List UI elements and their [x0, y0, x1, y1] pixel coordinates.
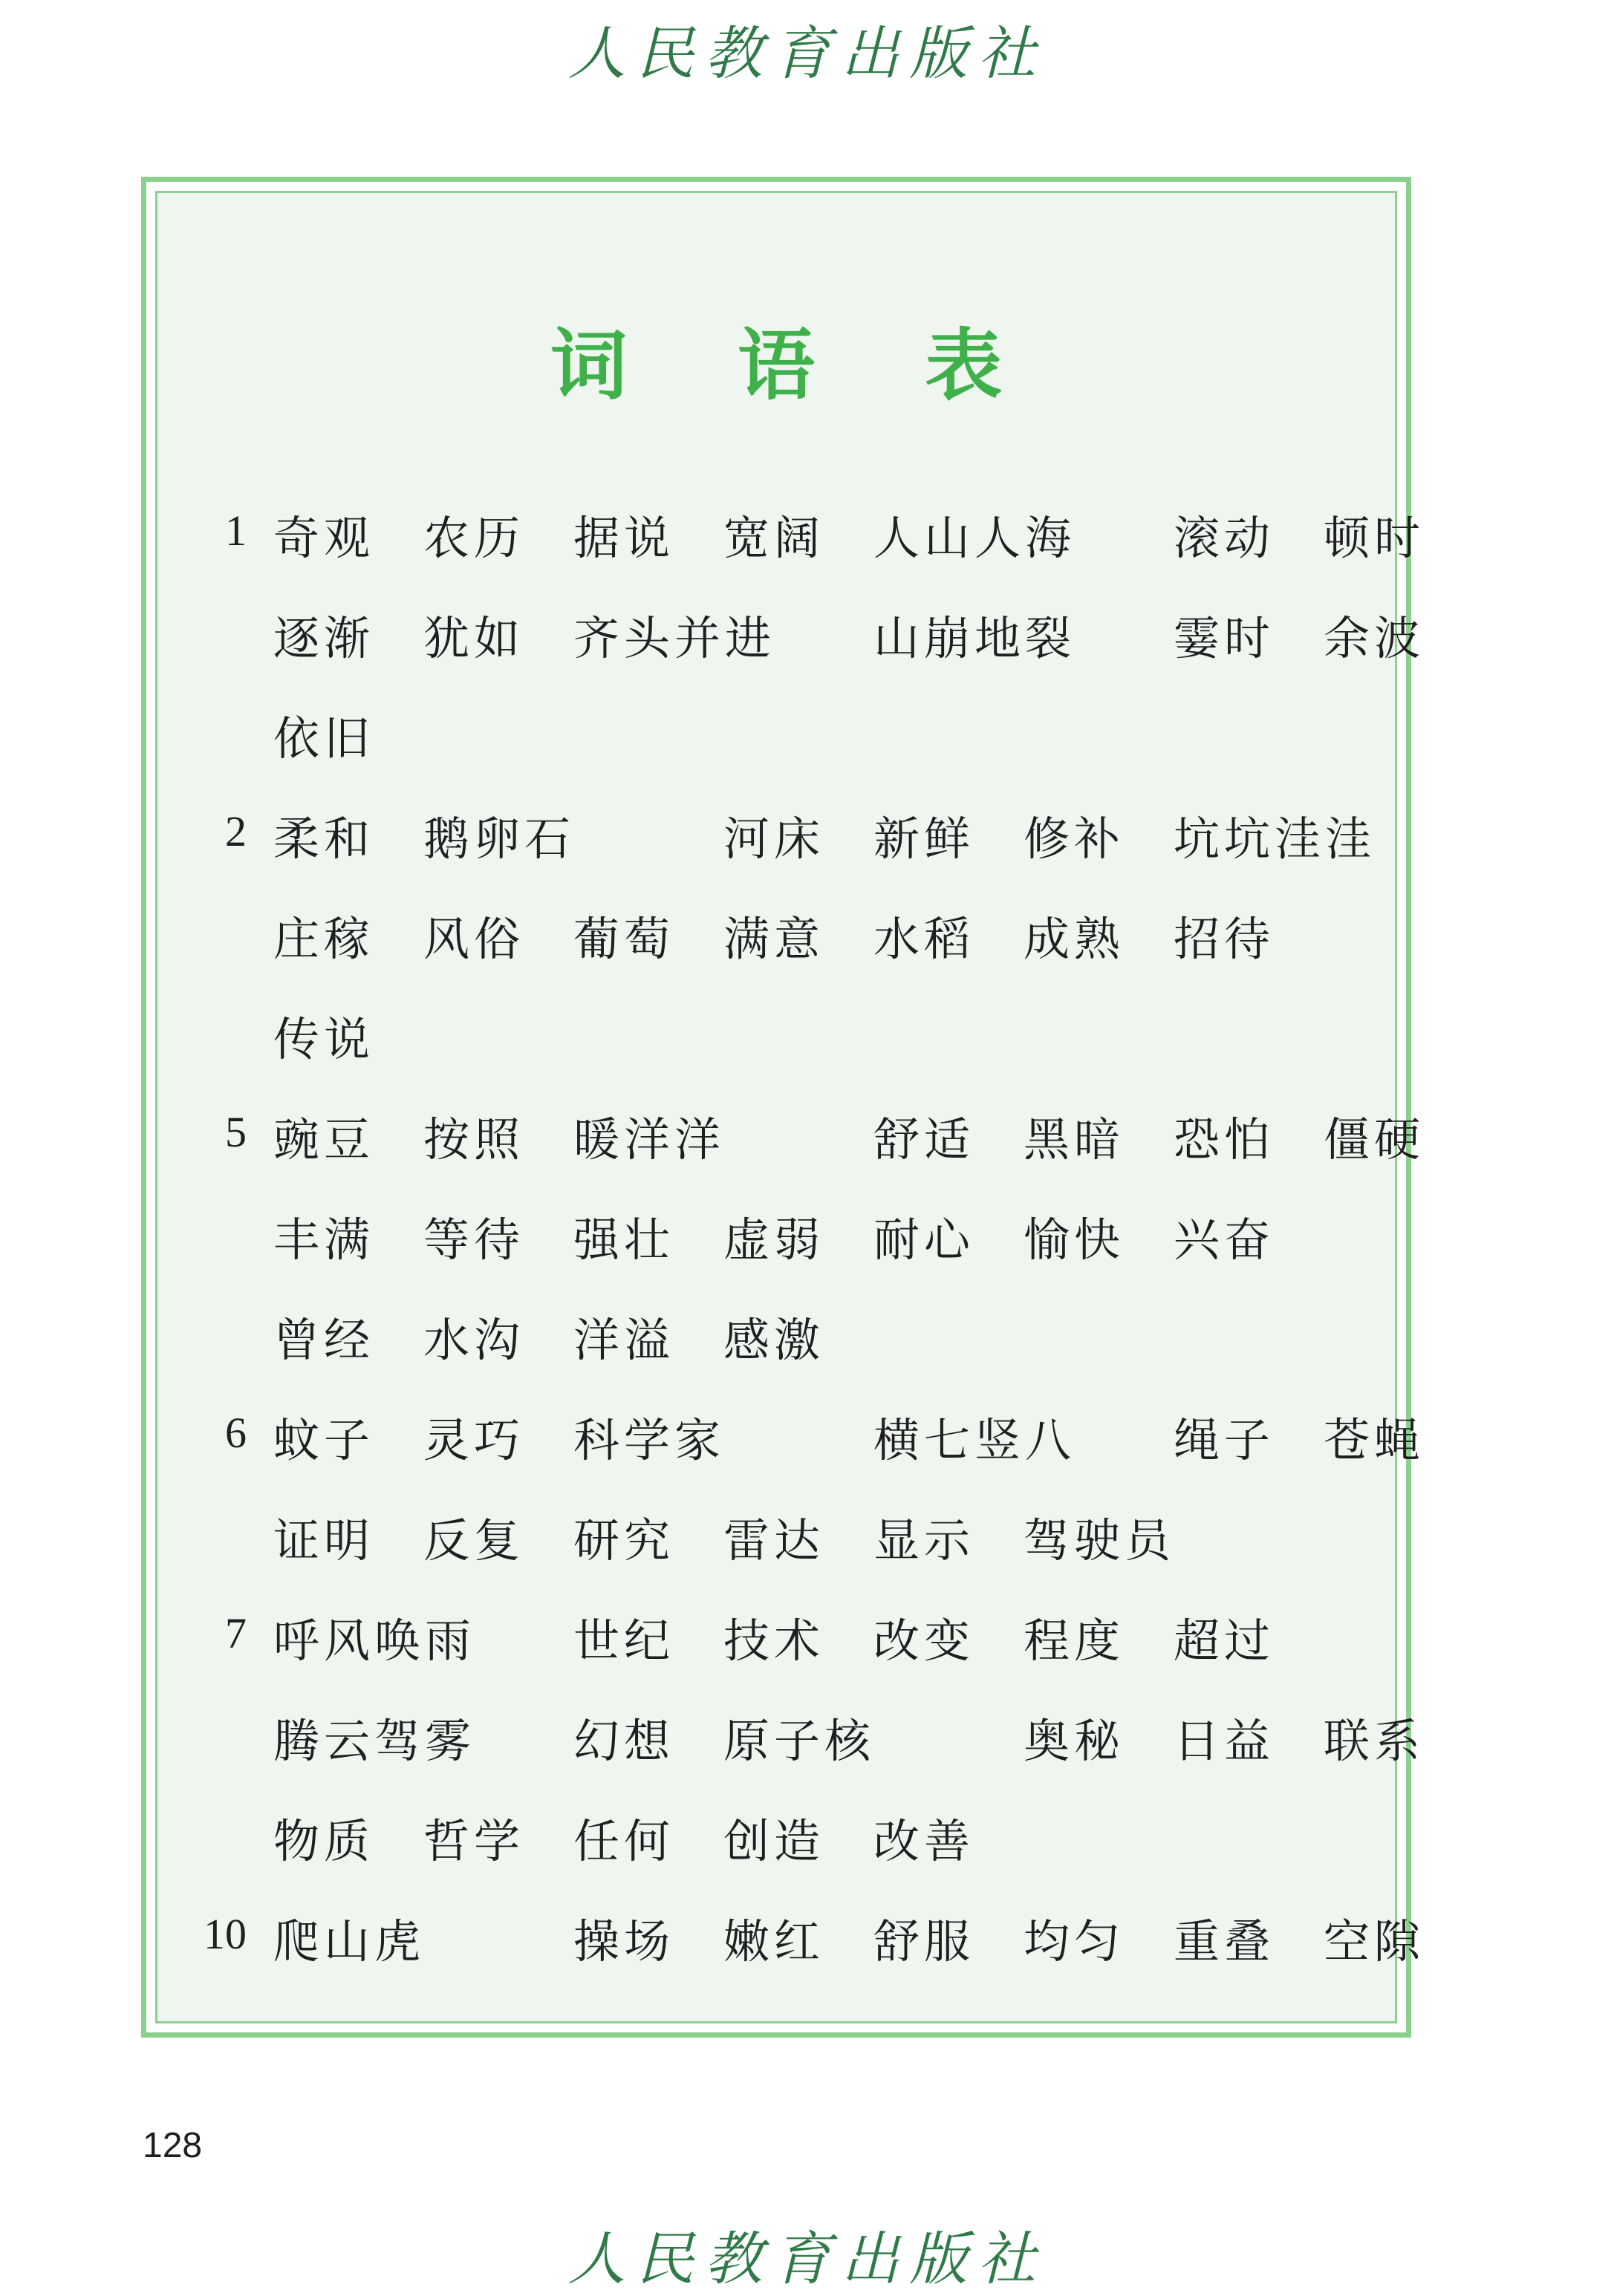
- glossary-word: 水沟: [423, 1313, 525, 1367]
- glossary-word: 虚弱: [723, 1213, 825, 1267]
- glossary-word: 河床: [723, 812, 825, 866]
- glossary-word: 苍蝇: [1324, 1413, 1425, 1467]
- publisher-mark-top: 人民教育出版社: [567, 21, 1047, 88]
- glossary-title: 词 语 表: [550, 320, 1044, 411]
- glossary-word: 舒适: [873, 1112, 975, 1167]
- glossary-word: 空隙: [1324, 1914, 1425, 1969]
- glossary-word: 雷达: [723, 1513, 825, 1568]
- glossary-word: 反复: [423, 1513, 525, 1568]
- glossary-word: 修补: [1024, 812, 1125, 866]
- glossary-word: 横七竖八: [873, 1413, 1076, 1467]
- glossary-word: 联系: [1324, 1714, 1425, 1768]
- glossary-word: 按照: [423, 1112, 525, 1167]
- glossary-word: 呼风唤雨: [273, 1614, 476, 1668]
- glossary-word: 灵巧: [423, 1413, 525, 1467]
- glossary-word: 研究: [573, 1513, 675, 1568]
- glossary-word: 传说: [273, 1012, 375, 1066]
- glossary-word: 庄稼: [273, 912, 375, 966]
- glossary-word: 舒服: [873, 1914, 975, 1969]
- glossary-word: 改善: [873, 1814, 975, 1868]
- glossary-word: 蚊子: [273, 1413, 375, 1467]
- glossary-word: 操场: [573, 1914, 675, 1969]
- glossary-word: 霎时: [1174, 611, 1275, 665]
- lesson-number: 6: [225, 1409, 247, 1457]
- glossary-word: 坑坑洼洼: [1174, 812, 1376, 866]
- glossary-word: 丰满: [273, 1213, 375, 1267]
- glossary-word: 葡萄: [573, 912, 675, 966]
- glossary-word: 科学家: [573, 1413, 726, 1467]
- glossary-word: 显示: [873, 1513, 975, 1568]
- glossary-word: 程度: [1024, 1614, 1125, 1668]
- glossary-word: 驾驶员: [1024, 1513, 1176, 1568]
- glossary-word: 齐头并进: [573, 611, 776, 665]
- glossary-word: 鹅卵石: [423, 812, 576, 866]
- lesson-number: 2: [225, 807, 247, 855]
- glossary-word: 日益: [1174, 1714, 1275, 1768]
- glossary-word: 新鲜: [873, 812, 975, 866]
- glossary-word: 豌豆: [273, 1112, 375, 1167]
- lesson-number: 10: [204, 1910, 247, 1958]
- lesson-number: 7: [225, 1609, 247, 1657]
- glossary-word: 愉快: [1024, 1213, 1125, 1267]
- glossary-word: 嫩红: [723, 1914, 825, 1969]
- glossary-word: 水稻: [873, 912, 975, 966]
- glossary-word: 农历: [423, 511, 525, 565]
- glossary-word: 柔和: [273, 812, 375, 866]
- lesson-number: 5: [225, 1108, 247, 1156]
- glossary-word: 原子核: [723, 1714, 876, 1768]
- lesson-number: 1: [225, 506, 247, 555]
- glossary-word: 爬山虎: [273, 1914, 426, 1969]
- glossary-word: 幻想: [573, 1714, 675, 1768]
- glossary-word: 均匀: [1024, 1914, 1125, 1969]
- glossary-word: 物质: [273, 1814, 375, 1868]
- glossary-word: 技术: [723, 1614, 825, 1668]
- glossary-word: 哲学: [423, 1814, 525, 1868]
- glossary-word: 人山人海: [873, 511, 1076, 565]
- glossary-word: 感激: [723, 1313, 825, 1367]
- glossary-word: 滚动: [1174, 511, 1275, 565]
- glossary-word: 等待: [423, 1213, 525, 1267]
- glossary-word: 强壮: [573, 1213, 675, 1267]
- glossary-word: 僵硬: [1324, 1112, 1425, 1167]
- glossary-word: 暖洋洋: [573, 1112, 726, 1167]
- glossary-word: 曾经: [273, 1313, 375, 1367]
- glossary-word: 腾云驾雾: [273, 1714, 476, 1768]
- glossary-word: 据说: [573, 511, 675, 565]
- glossary-word: 绳子: [1174, 1413, 1275, 1467]
- glossary-word: 证明: [273, 1513, 375, 1568]
- glossary-word: 创造: [723, 1814, 825, 1868]
- glossary-word: 依旧: [273, 711, 375, 766]
- glossary-word: 洋溢: [573, 1313, 675, 1367]
- glossary-word: 余波: [1324, 611, 1425, 665]
- glossary-panel: [155, 191, 1425, 2023]
- glossary-word: 犹如: [423, 611, 525, 665]
- glossary-word: 恐怕: [1174, 1112, 1275, 1167]
- publisher-mark-bottom: 人民教育出版社: [567, 2226, 1047, 2293]
- glossary-word: 招待: [1174, 912, 1275, 966]
- glossary-word: 奥秘: [1024, 1714, 1125, 1768]
- glossary-word: 世纪: [573, 1614, 675, 1668]
- glossary-frame: [141, 177, 1425, 2038]
- glossary-word: 任何: [573, 1814, 675, 1868]
- glossary-word: 成熟: [1024, 912, 1125, 966]
- glossary-word: 满意: [723, 912, 825, 966]
- page-number: 128: [143, 2126, 203, 2165]
- glossary-word: 顿时: [1324, 511, 1425, 565]
- glossary-word: 风俗: [423, 912, 525, 966]
- glossary-word: 耐心: [873, 1213, 975, 1267]
- glossary-word: 逐渐: [273, 611, 375, 665]
- glossary-word: 改变: [873, 1614, 975, 1668]
- glossary-word: 山崩地裂: [873, 611, 1076, 665]
- glossary-word: 奇观: [273, 511, 375, 565]
- glossary-word: 重叠: [1174, 1914, 1275, 1969]
- glossary-word: 超过: [1174, 1614, 1275, 1668]
- glossary-word: 黑暗: [1024, 1112, 1125, 1167]
- glossary-word: 宽阔: [723, 511, 825, 565]
- lesson-list: [157, 193, 1425, 2021]
- glossary-word: 兴奋: [1174, 1213, 1275, 1267]
